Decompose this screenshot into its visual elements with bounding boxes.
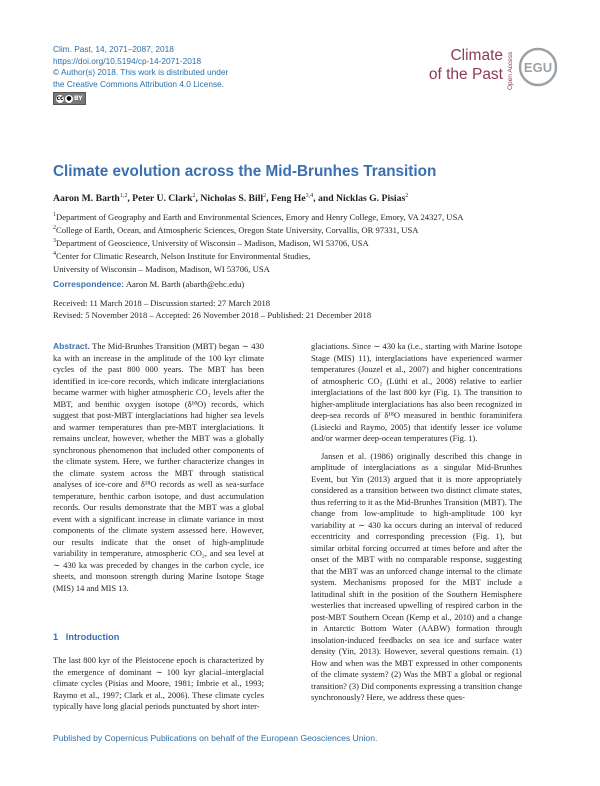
body-paragraph: Jansen et al. (1986) originally described this change in amplitude of interglaciations as a singular Mid-Brunhes Event, but Yin (2013) argued that it is more appropriately considered as a transition between two distinct climate states, thus referring to it as the Mid-Brunhes Transition (MBT). The change from low-amplitude to high-amplitude 100 kyr variability at ∼ 430 ka occurs during an interval of reduced eccentricity and corresponding precession (Fig. 1), but similar orbital forcing occurred at times before and after the onset of the MBT with no comparable response, suggesting that the MBT was an unforced change internal to the climate system. Mechanisms proposed for the MBT include a latitudinal shift in the position of the Southern Hemisphere westerlies that increased upwelling of respired carbon in the post-MBT Southern Ocean (Kemp et al., 2010) and a change in Antarctic Bottom Water (AABW) formation through insolation-induced feedbacks on sea ice and surface water density (Yin, 2013). However, several questions remain. (1) How and when was the MBT expressed in other components of the climate system? (2) Was the MBT a global or regional transition? (3) Did components expressing a transition change synchronously? Here, we address these ques- <box>311 450 522 702</box>
author-affiliation-marker: 1,2 <box>119 193 128 199</box>
author-separator: , and <box>313 193 337 205</box>
publication-dates <box>53 297 371 321</box>
affiliation-number: 3 <box>53 238 56 245</box>
received-date: Received: 11 March 2018 – Discussion started: 27 March 2018 <box>53 298 271 308</box>
affiliation-item <box>53 262 463 275</box>
section-heading-introduction <box>53 632 119 642</box>
affiliation-text: College of Earth, Ocean, and Atmospheric Sciences, Oregon State University, Corvallis, OR 97331, USA <box>56 224 419 235</box>
egu-logo-icon <box>518 47 558 87</box>
author-affiliation-marker: 2 <box>192 193 196 199</box>
author-name: Nicholas S. Bill <box>200 193 264 205</box>
copyright-line: © Author(s) 2018. This work is distributed under <box>53 67 229 78</box>
right-column <box>311 341 522 704</box>
open-access-text: Open Access <box>507 51 514 90</box>
open-access-label <box>505 42 515 92</box>
egu-logo-text: EGU <box>523 60 553 75</box>
correspondence-email[interactable]: Aaron M. Barth (abarth@ehc.edu) <box>125 279 245 289</box>
author-separator: , <box>195 193 201 205</box>
doi-link[interactable]: https://doi.org/10.5194/cp-14-2071-2018 <box>53 55 202 66</box>
affiliation-text: University of Wisconsin – Madison, Madison, WI 53706, USA <box>53 264 270 275</box>
intro-paragraph: The last 800 kyr of the Pleistocene epoch is characterized by the emergence of dominant ∼ 100 kyr glacial–interglacial climate cycles (Pisias and Moore, 1981; Imbrie et al., 1993; Raymo et al., 1997; Clark et al., 2006). These climate cycles typically have long glacial periods punctuated by short inter- <box>53 655 264 711</box>
affiliation-number: 4 <box>53 251 56 258</box>
correspondence <box>53 279 244 289</box>
affiliation-text: Center for Climatic Research, Nelson Institute for Environmental Studies, <box>56 251 311 262</box>
cc-icon: cc <box>56 94 64 102</box>
publisher-footer: Published by Copernicus Publications on behalf of the European Geosciences Union. <box>53 733 378 743</box>
affiliation-number: 1 <box>53 212 56 218</box>
introduction-start <box>53 655 264 713</box>
cc-badge-label: BY <box>74 95 83 103</box>
journal-citation: Clim. Past, 14, 2071–2087, 2018 <box>53 44 174 54</box>
section-title: Introduction <box>65 632 120 642</box>
cc-by-badge[interactable] <box>53 92 86 105</box>
affiliation-item <box>53 223 463 236</box>
correspondence-label: Correspondence: <box>53 279 125 289</box>
author-affiliation-marker: 2 <box>263 193 267 199</box>
left-column <box>53 341 264 594</box>
author-separator: , <box>127 193 133 205</box>
affiliation-item <box>53 210 463 223</box>
author-separator: , <box>266 193 271 205</box>
attribution-icon: ● <box>66 94 72 102</box>
section-number: 1 <box>53 632 59 642</box>
author-name: Aaron M. Barth <box>53 193 120 205</box>
citation-header <box>53 44 228 105</box>
abstract-paragraph <box>53 341 264 594</box>
journal-name <box>429 46 503 84</box>
journal-name-line2: of the Past <box>428 66 503 83</box>
abstract-label: Abstract. <box>53 341 90 351</box>
author-name: Peter U. Clark <box>132 193 193 205</box>
revised-date: Revised: 5 November 2018 – Accepted: 26 November 2018 – Published: 21 December 2018 <box>53 310 372 320</box>
affiliation-item <box>53 236 463 249</box>
affiliation-text: Department of Geoscience, University of Wisconsin – Madison, Madison, WI 53706, USA <box>56 237 369 248</box>
author-affiliation-marker: 3,4 <box>305 193 314 199</box>
journal-name-line1: Climate <box>450 47 503 64</box>
abstract-text: The Mid-Brunhes Transition (MBT) began ∼ 430 ka with an increase in the amplitude of the 100 kyr climate cycles of the past 800 000 years. The MBT has been identified in ice-core records, which indicate interglaciations became warmer with higher atmospheric CO₂ levels after the MBT, and benthic oxygen isotope (δ¹⁸O) records, which suggest that post-MBT interglaciations had higher sea levels and warmer temperatures than pre-MBT interglaciations. It remains unclear, however, whether the MBT was a globally synchronous phenomenon that included other components of the climate system. Here, we further characterize changes in the climate system across the MBT through statistical analyses of ice-core and δ¹⁸O records as well as sea-surface temperature, benthic carbon isotope, and dust accumulation records. Our results demonstrate that the MBT was a global event with a significant increase in climate variance in most components of the climate system assessed here. However, our results indicate that the onset of high-amplitude variability in temperature, atmospheric CO₂, and sea level at ∼ 430 ka was preceded by changes in the carbon cycle, ice sheets, and monsoon strength during Marine Isotope Stage (MIS) 14 and MIS 13. <box>53 341 264 593</box>
affiliation-number: 2 <box>53 225 56 232</box>
author-name: Nicklas G. Pisias <box>336 193 406 205</box>
author-list <box>53 193 408 204</box>
affiliation-text: Department of Geography and Earth and Environmental Sciences, Emory and Henry College, Emory, VA 24327, USA <box>56 211 464 222</box>
license-line[interactable]: the Creative Commons Attribution 4.0 License. <box>53 78 225 89</box>
author-affiliation-marker: 2 <box>405 193 409 199</box>
author-name: Feng He <box>270 193 306 205</box>
affiliation-list <box>53 210 463 275</box>
affiliation-item <box>53 249 463 262</box>
article-title: Climate evolution across the Mid-Brunhes Transition <box>53 163 437 180</box>
body-paragraph: glaciations. Since ∼ 430 ka (i.e., starting with Marine Isotope Stage (MIS) 11), interglaciations have experienced warmer temperatures (Jouzel et al., 2007) and higher concentrations of atmospheric CO₂ (Lüthi et al., 2008) relative to earlier interglaciations of the last 800 kyr (Fig. 1). The transition to higher-amplitude interglaciations has also been recognized in deep-sea records of δ¹⁸O measured in benthic foraminifera (Lisiecki and Raymo, 2005) that identify lesser ice volume and/or warmer deep-ocean temperatures (Fig. 1). <box>311 341 522 443</box>
